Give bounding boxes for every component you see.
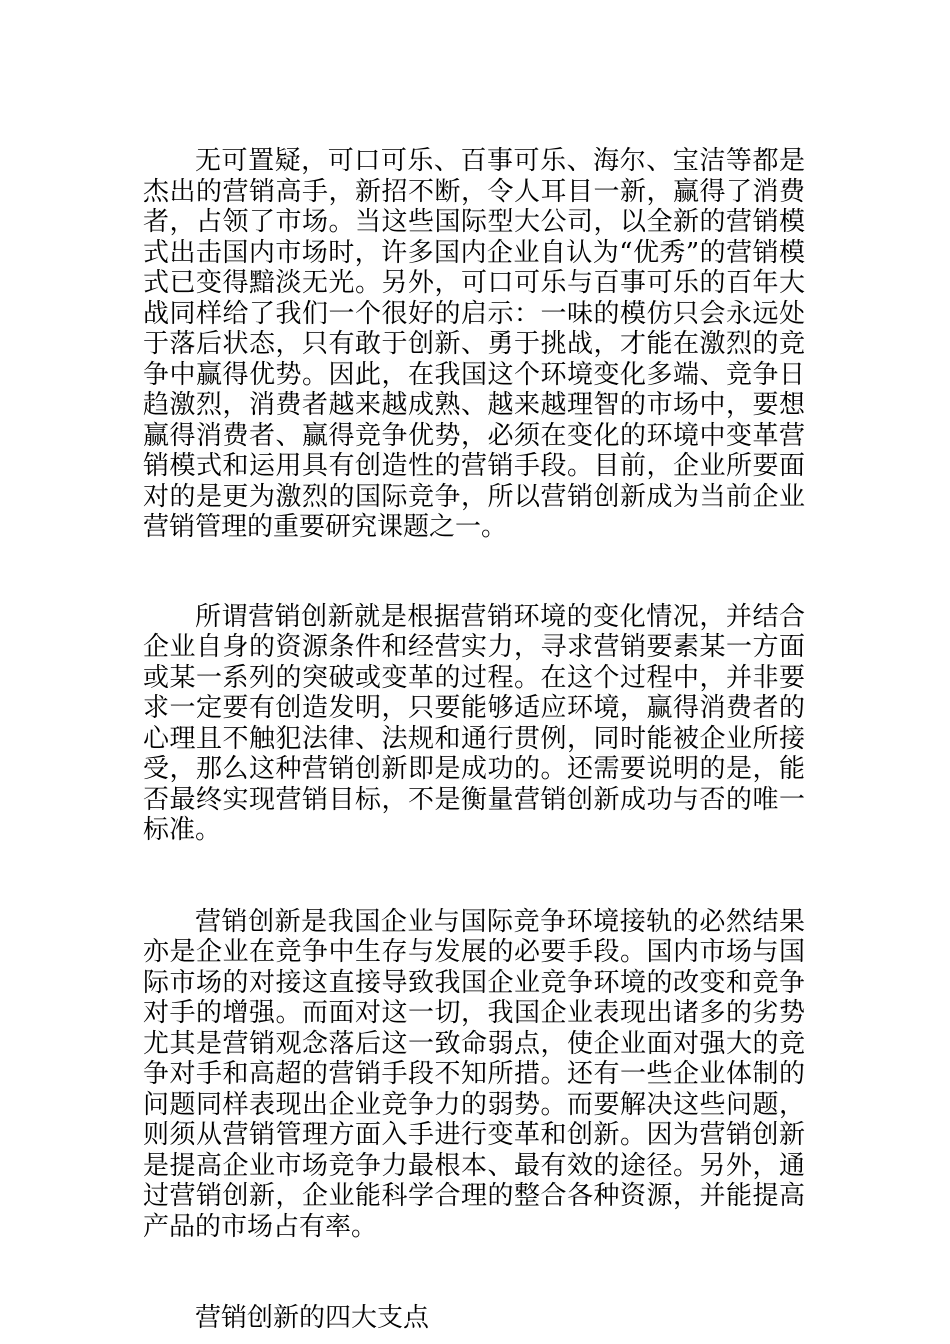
section-heading: 营销创新的四大支点 — [195, 1303, 430, 1333]
paragraph-2: 所谓营销创新就是根据营销环境的变化情况，并结合企业自身的资源条件和经营实力，寻求营销要素某一方面或某一系列的突破或变革的过程。在这个过程中，并非要求一定要有创造发明，只要能够适应环境，赢得消费者的心理且不触犯法律、法规和通行贯例，同时能被企业所接受，那么这种营销创新即是成功的。还需要说明的是，能否最终实现营销目标，不是衡量营销创新成功与否的唯一标准。 — [143, 601, 805, 845]
paragraph-1: 无可置疑，可口可乐、百事可乐、海尔、宝洁等都是杰出的营销高手，新招不断，令人耳目一新，赢得了消费者，占领了市场。当这些国际型大公司，以全新的营销模式出击国内市场时，许多国内企业自认为“优秀”的营销模式已变得黯淡无光。另外，可口可乐与百事可乐的百年大战同样给了我们一个很好的启示：一味的模仿只会永远处于落后状态，只有敢于创新、勇于挑战，才能在激烈的竞争中赢得优势。因此，在我国这个环境变化多端、竞争日趋激烈，消费者越来越成熟、越来越理智的市场中，要想赢得消费者、赢得竞争优势，必须在变化的环境中变革营销模式和运用具有创造性的营销手段。目前，企业所要面对的是更为激烈的国际竞争，所以营销创新成为当前企业营销管理的重要研究课题之一。 — [143, 146, 805, 542]
paragraph-spacer — [143, 846, 805, 907]
paragraph-spacer — [143, 543, 805, 602]
paragraph-3: 营销创新是我国企业与国际竞争环境接轨的必然结果亦是企业在竞争中生存与发展的必要手段。国内市场与国际市场的对接这直接导致我国企业竞争环境的改变和竞争对手的增强。而面对这一切，我国企业表现出诸多的劣势尤其是营销观念落后这一致命弱点，使企业面对强大的竞争对手和高超的营销手段不知所措。还有一些企业体制的问题同样表现出企业竞争力的弱势。而要解决这些问题，则须从营销管理方面入手进行变革和创新。因为营销创新是提高企业市场竞争力最根本、最有效的途径。另外，通过营销创新，企业能科学合理的整合各种资源，并能提高产品的市场占有率。 — [143, 906, 805, 1242]
document-body — [143, 146, 805, 1334]
paragraph-spacer — [143, 1242, 805, 1303]
